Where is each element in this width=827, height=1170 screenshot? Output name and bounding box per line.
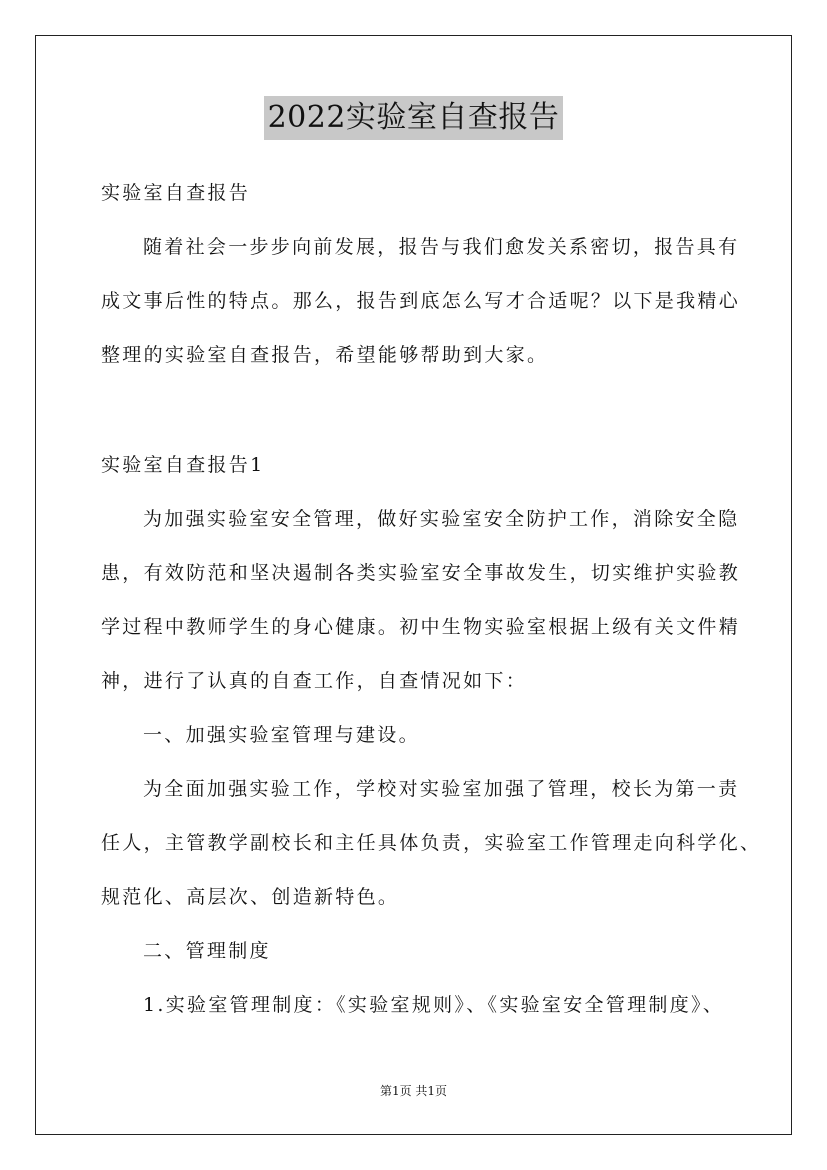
intro-line-1: 随着社会一步步向前发展，报告与我们愈发关系密切，报告具有 xyxy=(143,236,740,258)
subtitle: 实验室自查报告 xyxy=(101,182,251,204)
body-line-2: 患，有效防范和坚决遏制各类实验室安全事故发生，切实维护实验教 xyxy=(101,562,741,584)
heading-one: 一、加强实验室管理与建设。 xyxy=(143,724,420,746)
intro-line-2: 成文事后性的特点。那么，报告到底怎么写才合适呢？以下是我精心 xyxy=(101,290,741,312)
document-title-wrap xyxy=(0,96,827,140)
body-line-5: 为全面加强实验工作，学校对实验室加强了管理，校长为第一责 xyxy=(143,778,740,800)
body-line-1: 为加强实验室安全管理，做好实验室安全防护工作，消除安全隐 xyxy=(143,508,740,530)
section-title: 实验室自查报告1 xyxy=(101,454,265,476)
intro-line-3: 整理的实验室自查报告，希望能够帮助到大家。 xyxy=(101,344,549,366)
body-line-6: 任人，主管教学副校长和主任具体负责，实验室工作管理走向科学化、 xyxy=(101,832,762,854)
body-line-7: 规范化、高层次、创造新特色。 xyxy=(101,886,400,908)
heading-two: 二、管理制度 xyxy=(143,940,271,962)
body-line-3: 学过程中教师学生的身心健康。初中生物实验室根据上级有关文件精 xyxy=(101,616,741,638)
body-line-4: 神，进行了认真的自查工作，自查情况如下： xyxy=(101,670,528,692)
page-footer: 第1页 共1页 xyxy=(379,1084,448,1098)
body-line-8: 1.实验室管理制度：《实验室规则》、《实验室安全管理制度》、 xyxy=(143,994,725,1016)
document-title: 2022实验室自查报告 xyxy=(264,96,564,140)
